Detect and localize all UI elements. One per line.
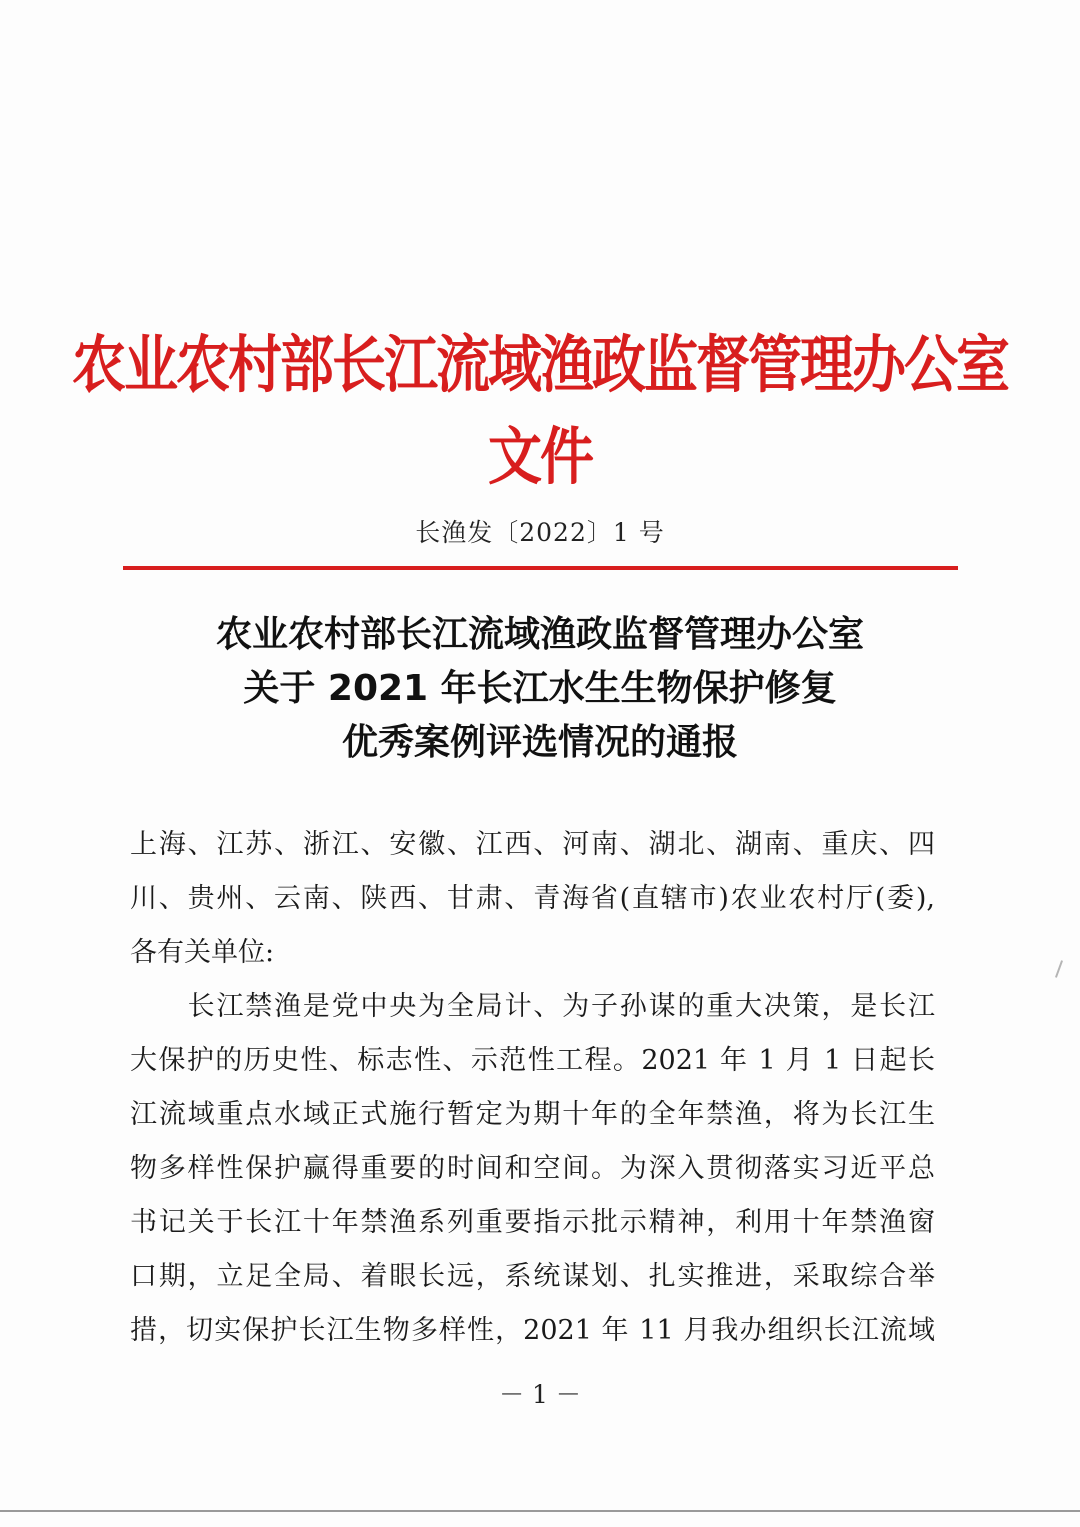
recipients-line-2: 川、贵州、云南、陕西、甘肃、青海省(直辖市)农业农村厅(委), xyxy=(130,883,935,914)
red-divider-line xyxy=(123,566,958,570)
notice-title xyxy=(60,608,1020,770)
paragraph-line-4: 物多样性保护赢得重要的时间和空间。为深入贯彻落实习近平总 xyxy=(130,1153,935,1184)
recipients-line-3: 各有关单位: xyxy=(130,937,275,968)
notice-title-line-1: 农业农村部长江流域渔政监督管理办公室 xyxy=(215,614,864,655)
paragraph-line-2: 大保护的历史性、标志性、示范性工程。2021 年 1 月 1 日起长 xyxy=(130,1045,935,1076)
recipients-line-1: 上海、江苏、浙江、安徽、江西、河南、湖北、湖南、重庆、四 xyxy=(130,829,935,860)
paragraph-line-7: 措，切实保护长江生物多样性，2021 年 11 月我办组织长江流域 xyxy=(130,1315,935,1346)
paragraph-line-1: 长江禁渔是党中央为全局计、为子孙谋的重大决策，是长江 xyxy=(130,991,935,1022)
scan-bottom-edge xyxy=(0,1510,1080,1512)
paragraph-line-6: 口期，立足全局、着眼长远，系统谋划、扎实推进，采取综合举 xyxy=(130,1261,935,1292)
page-number: － 1 － xyxy=(499,1380,581,1409)
paragraph-line-3: 江流域重点水域正式施行暂定为期十年的全年禁渔，将为长江生 xyxy=(130,1099,935,1130)
document-number: 长渔发〔2022〕1 号 xyxy=(415,518,665,547)
paragraph-line-5: 书记关于长江十年禁渔系列重要指示批示精神，利用十年禁渔窗 xyxy=(130,1207,935,1238)
notice-title-line-3: 优秀案例评选情况的通报 xyxy=(341,722,738,763)
scan-mark xyxy=(1055,960,1063,978)
agency-header-title: 农业农村部长江流域渔政监督管理办公室文件 xyxy=(72,327,1008,493)
notice-title-line-2: 关于 2021 年长江水生生物保护修复 xyxy=(243,668,837,709)
body-text xyxy=(130,818,935,1358)
